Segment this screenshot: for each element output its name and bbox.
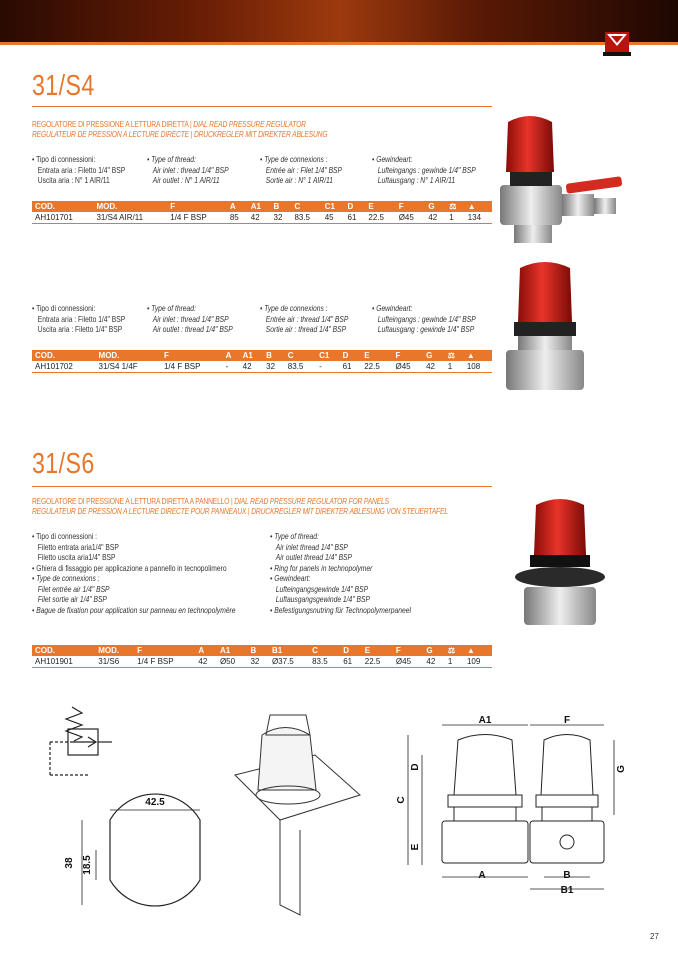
table-header-row — [32, 645, 492, 656]
text-line: Filetto uscita aria1/4" BSP — [37, 553, 116, 562]
pneumatic-symbol-icon — [50, 707, 112, 775]
column-header: C — [309, 645, 340, 656]
column-header: B — [247, 645, 269, 656]
table-cell: 83.5 — [309, 656, 340, 667]
table-cell: 42 — [240, 361, 264, 372]
dimension-b-label: B — [563, 870, 571, 881]
column-header: MOD. — [95, 645, 134, 656]
text-line: Air outlet : N° 1 AIR/11 — [152, 176, 220, 185]
table-cell: 109 — [464, 656, 492, 667]
section-rule — [32, 486, 492, 487]
column-header: G — [425, 201, 446, 212]
text-line: • Type de connexions : — [32, 574, 100, 583]
subtitle-italian: REGOLATORE DI PRESSIONE A LETTURA DIRETTA | — [32, 120, 194, 129]
subtitle-italian: REGOLATORE DI PRESSIONE A LETTURA DIRETTA A PANNELLO | — [32, 497, 235, 506]
connections-english — [147, 155, 229, 187]
column-header: A — [195, 645, 217, 656]
table-cell: 1 — [445, 361, 464, 372]
column-header: B — [271, 201, 292, 212]
features-left-column — [32, 532, 236, 616]
table-cell: 1/4 F BSP — [167, 212, 227, 223]
column-header: A — [227, 201, 248, 212]
table-cell: 1 — [446, 212, 464, 223]
table-cell: 31/S4 1/4F — [96, 361, 161, 372]
header-accent-line — [0, 42, 678, 45]
panel-mount-drawing — [235, 715, 360, 915]
text-line: Entrata aria : Filetto 1/4" BSP — [37, 314, 126, 324]
table-cell: 22.5 — [361, 361, 392, 372]
table-cell: Ø45 — [393, 656, 424, 667]
section-title-31-s6: 31/S6 — [32, 448, 95, 480]
dimension-d-label: D — [410, 763, 421, 771]
text-line: Filet sortie air 1/4" BSP — [37, 595, 107, 604]
column-header: COD. — [32, 201, 93, 212]
table-row — [32, 656, 492, 667]
subtitle-english: DIAL READ PRESSURE REGULATOR — [193, 120, 306, 129]
dimension-f-label: F — [563, 715, 571, 726]
regulator-with-valve-photo — [494, 110, 634, 250]
table-cell: 31/S6 — [95, 656, 134, 667]
table-cell: Ø50 — [217, 656, 248, 667]
dimension-b1-label: B1 — [560, 885, 574, 896]
spec-table-ah101901 — [32, 645, 492, 668]
panel-cutout-drawing — [82, 794, 200, 906]
table-cell: 61 — [345, 212, 366, 223]
text-line: Filet entrée air 1/4" BSP — [37, 584, 110, 594]
weight-icon: ⚖ — [446, 201, 464, 212]
text-line: Uscita aria : N° 1 AIR/11 — [37, 176, 110, 185]
side-view-drawing — [530, 725, 614, 889]
table-cell: 61 — [340, 656, 362, 667]
column-header: D — [345, 201, 366, 212]
text-line: Entrée air : thread 1/4" BSP — [265, 314, 349, 324]
text-line: • Bague de fixation pour application sur panneau en technopolymère — [32, 605, 236, 615]
table-cell: 32 — [271, 212, 292, 223]
text-line: • Gewindeart: — [372, 155, 413, 164]
text-line: • Type of thread: — [270, 532, 319, 541]
table-header-row — [32, 350, 492, 361]
table-cell: Ø37.5 — [269, 656, 309, 667]
table-cell: 85 — [227, 212, 248, 223]
table-cell: 42 — [425, 212, 446, 223]
table-cell: 32 — [263, 361, 285, 372]
section-title-31-s4: 31/S4 — [32, 70, 95, 102]
text-line: • Type of thread: — [147, 155, 196, 164]
panel-half-label: 18.5 — [82, 855, 93, 875]
column-header: COD. — [32, 645, 95, 656]
brand-logo-icon — [601, 30, 633, 60]
text-line: Air inlet : thread 1/4" BSP — [152, 314, 229, 324]
table-cell: 1 — [445, 656, 464, 667]
connections-italian — [32, 304, 125, 336]
text-line: • Type de connexions : — [260, 155, 328, 164]
technical-drawings — [30, 695, 670, 935]
column-header: F — [134, 645, 195, 656]
table-cell: 134 — [465, 212, 492, 223]
text-line: • Type of thread: — [147, 304, 196, 313]
text-line: Uscita aria : Filetto 1/4" BSP — [37, 325, 123, 334]
text-line: • Gewindeart: — [270, 574, 311, 583]
column-header: C1 — [316, 350, 340, 361]
spec-table-ah101702 — [32, 350, 492, 373]
text-line: • Gewindeart: — [372, 304, 413, 313]
connections-english — [147, 304, 233, 336]
text-line: Luftausgang : gewinde 1/4" BSP — [377, 325, 475, 334]
table-cell: 42 — [423, 656, 445, 667]
text-line: • Ghiera di fissaggio per applicazione a pannello in tecnopolimero — [32, 563, 227, 573]
connections-french — [260, 304, 348, 336]
column-header: B1 — [269, 645, 309, 656]
table-cell: 45 — [322, 212, 345, 223]
dimension-c-label: C — [396, 796, 407, 804]
table-cell: 42 — [195, 656, 217, 667]
dimension-g-label: G — [616, 765, 627, 773]
column-header: E — [365, 201, 395, 212]
table-cell: 22.5 — [362, 656, 393, 667]
mass-icon: ▲ — [464, 645, 492, 656]
dimension-e-label: E — [410, 843, 421, 851]
front-view-drawing — [408, 725, 528, 877]
text-line: Luftausgangsgewinde 1/4" BSP — [275, 595, 370, 604]
table-cell: 1/4 F BSP — [161, 361, 223, 372]
panel-height-label: 38 — [64, 857, 75, 869]
table-cell: Ø45 — [396, 212, 426, 223]
text-line: Air outlet : thread 1/4" BSP — [152, 325, 233, 334]
column-header: A1 — [240, 350, 264, 361]
table-cell: - — [316, 361, 340, 372]
text-line: Lufteingangsgewinde 1/4" BSP — [275, 584, 369, 594]
regulator-photo — [500, 258, 590, 403]
column-header: E — [362, 645, 393, 656]
mass-icon: ▲ — [465, 201, 492, 212]
table-cell: 83.5 — [291, 212, 321, 223]
section-subtitle-line2: REGULATEUR DE PRESSION A LECTURE DIRECTE | DRUCKREGLER MIT DIREKTER ABLESUNG — [32, 130, 328, 139]
table-cell: 31/S4 AIR/11 — [93, 212, 167, 223]
column-header: COD. — [32, 350, 96, 361]
column-header: F — [396, 201, 426, 212]
column-header: F — [392, 350, 423, 361]
connections-german — [372, 304, 476, 336]
column-header: A1 — [248, 201, 271, 212]
column-header: F — [167, 201, 227, 212]
section-subtitle-line2: REGULATEUR DE PRESSION A LECTURE DIRECTE POUR PANNEAUX | DRUCKREGLER MIT DIREKTER ABLESUNG VON STEUERTAFEL — [32, 507, 448, 516]
column-header: D — [340, 645, 362, 656]
panel-width-label: 42.5 — [145, 797, 165, 808]
text-line: • Tipo di connessioni: — [32, 304, 96, 313]
weight-icon: ⚖ — [445, 645, 464, 656]
table-cell: 1/4 F BSP — [134, 656, 195, 667]
section-rule — [32, 106, 492, 107]
column-header: C1 — [322, 201, 345, 212]
features-right-column — [270, 532, 411, 616]
column-header: E — [361, 350, 392, 361]
text-line: Sortie air : N° 1 AIR/11 — [265, 176, 333, 185]
text-line: Air outlet thread 1/4" BSP — [275, 553, 353, 562]
text-line: Air inlet thread 1/4" BSP — [275, 542, 348, 552]
header-bar — [0, 0, 678, 42]
dimension-a-label: A — [478, 870, 486, 881]
table-cell: - — [223, 361, 240, 372]
column-header: G — [423, 350, 445, 361]
subtitle-english: DIAL READ PRESSURE REGULATOR FOR PANELS — [234, 497, 389, 506]
text-line: • Ring for panels in technopolymer — [270, 563, 373, 573]
column-header: A — [223, 350, 240, 361]
column-header: F — [393, 645, 424, 656]
text-line: Lufteingangs : gewinde 1/4" BSP — [377, 165, 476, 175]
column-header: A1 — [217, 645, 248, 656]
mass-icon: ▲ — [464, 350, 492, 361]
page-number: 27 — [650, 932, 659, 941]
text-line: • Tipo di connessioni: — [32, 155, 96, 164]
text-line: Air inlet : thread 1/4" BSP — [152, 165, 229, 175]
section-subtitle-line1 — [32, 120, 306, 129]
column-header: C — [291, 201, 321, 212]
table-cell: 83.5 — [285, 361, 316, 372]
table-cell: 32 — [247, 656, 269, 667]
table-cell: 42 — [248, 212, 271, 223]
table-cell: AH101701 — [32, 212, 93, 223]
text-line: • Type de connexions : — [260, 304, 328, 313]
column-header: G — [423, 645, 445, 656]
column-header: MOD. — [96, 350, 161, 361]
column-header: C — [285, 350, 316, 361]
table-cell: 22.5 — [365, 212, 395, 223]
text-line: Filetto entrata aria1/4" BSP — [37, 542, 119, 552]
spec-table-ah101701 — [32, 201, 492, 224]
connections-french — [260, 155, 342, 187]
table-cell: 108 — [464, 361, 492, 372]
table-row — [32, 212, 492, 223]
text-line: • Befestigungsnutring für Technopolymerpaneel — [270, 605, 411, 615]
table-cell: Ø45 — [392, 361, 423, 372]
column-header: D — [340, 350, 362, 361]
text-line: Sortie air : thread 1/4" BSP — [265, 325, 347, 334]
text-line: Entrata aria : Filetto 1/4" BSP — [37, 165, 126, 175]
panel-regulator-photo — [510, 495, 610, 640]
section-subtitle-line1 — [32, 497, 389, 506]
text-line: • Tipo di connessioni : — [32, 532, 98, 541]
connections-italian — [32, 155, 125, 187]
table-header-row — [32, 201, 492, 212]
table-cell: AH101901 — [32, 656, 95, 667]
text-line: Luftausgang : N° 1 AIR/11 — [377, 176, 456, 185]
table-cell: AH101702 — [32, 361, 96, 372]
column-header: B — [263, 350, 285, 361]
table-cell: 42 — [423, 361, 445, 372]
table-cell: 61 — [340, 361, 362, 372]
text-line: Lufteingangs : gewinde 1/4" BSP — [377, 314, 476, 324]
column-header: F — [161, 350, 223, 361]
dimension-a1-label: A1 — [478, 715, 492, 726]
text-line: Entrée air : Filet 1/4" BSP — [265, 165, 343, 175]
connections-german — [372, 155, 476, 187]
column-header: MOD. — [93, 201, 167, 212]
table-row — [32, 361, 492, 372]
weight-icon: ⚖ — [445, 350, 464, 361]
